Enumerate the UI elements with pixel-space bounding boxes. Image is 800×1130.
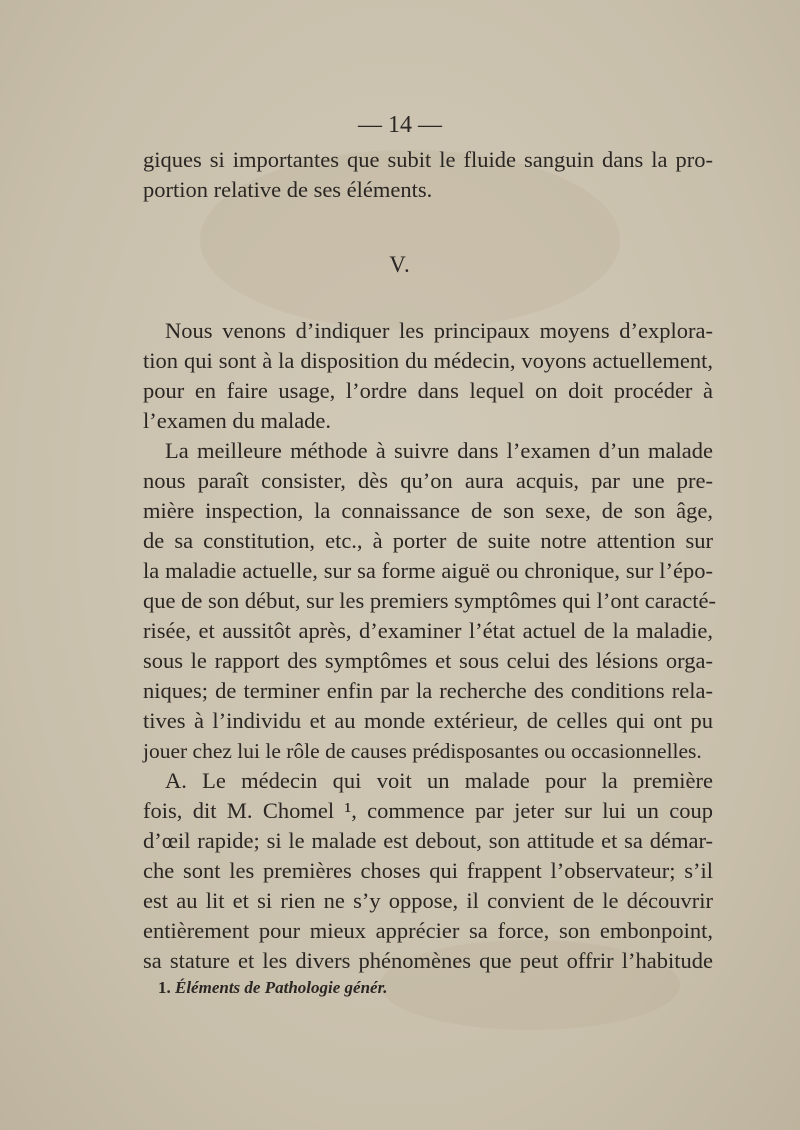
text-line: La meilleure méthode à suivre dans l’examen d’un malade: [165, 438, 713, 463]
footnote: [158, 978, 388, 998]
text-line: risée, et aussitôt après, d’examiner l’état actuel de la maladie,: [143, 618, 713, 643]
text-line: A. Le médecin qui voit un malade pour la première: [165, 768, 713, 793]
text-line: sous le rapport des symptômes et sous celui des lésions orga-: [143, 648, 713, 673]
footnote-number: 1.: [158, 978, 171, 997]
page-number: — 14 —: [358, 112, 442, 138]
text-line: niques; de terminer enfin par la recherche des conditions rela-: [143, 678, 713, 703]
text-line: sa stature et les divers phénomènes que peut offrir l’habitude: [143, 948, 713, 973]
text-line: Nous venons d’indiquer les principaux moyens d’explora-: [165, 318, 713, 343]
text-line: portion relative de ses éléments.: [143, 177, 433, 202]
text-line: giques si importantes que subit le fluide sanguin dans la pro-: [143, 147, 713, 172]
text-line: che sont les premières choses qui frappent l’observateur; s’il: [143, 858, 713, 883]
text-line: tives à l’individu et au monde extérieur, de celles qui ont pu: [143, 708, 713, 733]
text-line: nous paraît consister, dès qu’on aura acquis, par une pre-: [143, 468, 713, 493]
text-line: jouer chez lui le rôle de causes prédisposantes ou occasionnelles.: [143, 739, 702, 763]
section-heading: V.: [389, 252, 411, 277]
text-line: est au lit et si rien ne s’y oppose, il convient de le découvrir: [143, 888, 713, 913]
text-line: mière inspection, la connaissance de son sexe, de son âge,: [143, 498, 713, 523]
text-line: tion qui sont à la disposition du médecin, voyons actuellement,: [143, 348, 713, 373]
text-line: de sa constitution, etc., à porter de suite notre attention sur: [143, 528, 713, 553]
text-line: pour en faire usage, l’ordre dans lequel on doit procéder à: [143, 378, 713, 403]
text-line: la maladie actuelle, sur sa forme aiguë ou chronique, sur l’épo-: [143, 558, 713, 583]
text-line: l’examen du malade.: [143, 408, 332, 433]
text-line: d’œil rapide; si le malade est debout, son attitude et sa démar-: [143, 828, 713, 853]
text-line: fois, dit M. Chomel ¹, commence par jeter sur lui un coup: [143, 798, 713, 823]
text-line: entièrement pour mieux apprécier sa force, son embonpoint,: [143, 918, 713, 943]
text-line: que de son début, sur les premiers symptômes qui l’ont caracté-: [143, 588, 716, 613]
footnote-text: Éléments de Pathologie génér.: [175, 978, 388, 997]
